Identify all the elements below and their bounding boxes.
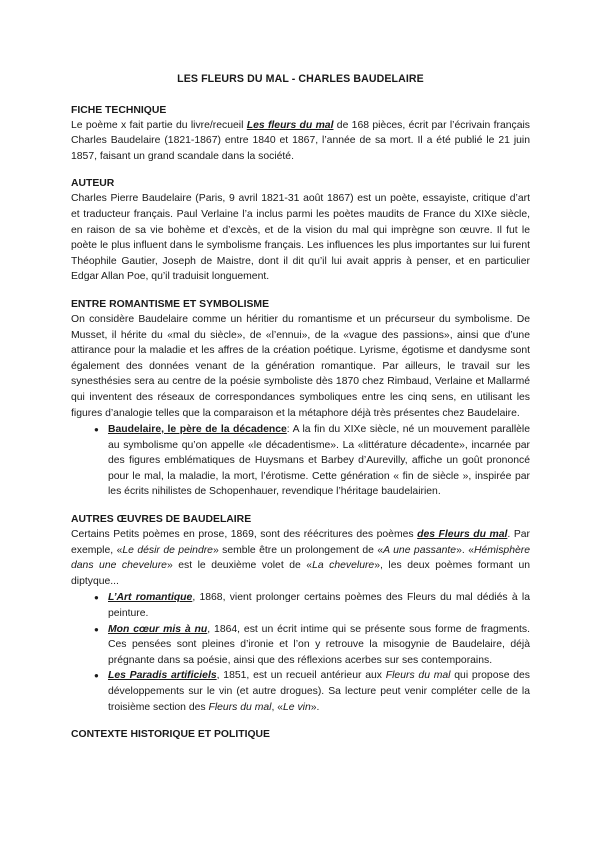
section-contexte	[71, 727, 530, 742]
document-title: LES FLEURS DU MAL - CHARLES BAUDELAIRE	[177, 73, 424, 85]
list-item: ● Les Paradis artificiels, 1851, est un recueil antérieur aux Fleurs du mal qui propose des développements sur le vin (et autre drogues). Sa lecture peut venir compléter celle de la troisième section des Fleurs du mal, «Le vin».	[108, 668, 530, 715]
book-title: Les fleurs du mal	[246, 119, 334, 131]
list-item: ● Baudelaire, le père de la décadence: A la fin du XIXe siècle, né un mouvement parallèle au symbolisme qu’on appelle «le décadentisme». La «littérature décadente», incarnée par des figures emblématiques de Huysmans et Barbey d’Aurevilly, affiche un goût prononcé pour le mal, la maladie, la mort, l’érotisme. Cette génération « fin de siècle », inspirée par les écrits nihilistes de Schopenhauer, revendique l’héritage baudelairien.	[108, 422, 530, 500]
section-auteur	[71, 176, 530, 285]
auteur-paragraph: Charles Pierre Baudelaire (Paris, 9 avril 1821-31 août 1867) est un poète, essayiste, critique d’art et traducteur français. Paul Verlaine l’a inclus parmi les poètes maudits de France du XIXe siècle, en raison de sa vie bohème et d’excès, et de la vision du mal qui imprègne son œuvre. Il fut le poète le plus influent dans le symbolisme français. Les influences les plus importantes sur lui furent Théophile Gautier, Joseph de Maistre, dont il dit qu’il lui avait appris à penser, et en particulier Edgar Allan Poe, qu’il traduisit longuement.	[71, 193, 530, 283]
fiche-heading: FICHE TECHNIQUE	[71, 104, 167, 116]
romantisme-paragraph: On considère Baudelaire comme un héritier du romantisme et un précurseur du symbolisme. De Musset, il hérite du «mal du siècle», de «l’ennui», de la «vague des passions», ainsi que d’une attirance pour la maladie et les affres de la création poétique. Lyrisme, égotisme et dandysme sont également des données venant de la génération romantique. Par ailleurs, le travail sur les synesthésies sera au centre de la poésie symboliste dès 1870 chez Rimbaud, Verlaine et Mallarmé qui inventent des réseaux de correspondances symboliques entre les cinq sens, en utilisant les figures d’analogie telles que la comparaison et la métaphore déjà très présentes chez Baudelaire.	[71, 313, 530, 419]
list-item: ● L’Art romantique, 1868, vient prolonger certains poèmes des Fleurs du mal dédiés à la peinture.	[108, 590, 530, 621]
autres-paragraph: Certains Petits poèmes en prose, 1869, sont des réécritures des poèmes des Fleurs du mal. Par exemple, «Le désir de peindre» semble être un prolongement de «A une passante». «Hémisphère dans une chevelure» est le deuxième volet de «La chevelure», les deux poèmes formant un diptyque...	[71, 529, 531, 587]
autres-heading: AUTRES ŒUVRES DE BAUDELAIRE	[71, 514, 252, 526]
document-page	[71, 72, 530, 754]
auteur-heading: AUTEUR	[71, 178, 115, 190]
romantisme-list	[71, 422, 530, 500]
section-romantisme	[71, 297, 530, 500]
romantisme-heading: ENTRE ROMANTISME ET SYMBOLISME	[71, 298, 270, 310]
section-fiche-technique	[71, 103, 530, 165]
list-item: ● Mon cœur mis à nu, 1864, est un écrit intime qui se présente sous forme de fragments. Ces pensées sont pleines d’ironie et l’on y retrouve la misogynie de Baudelaire, déjà prégnante dans sa poésie, ainsi que des réflexions acerbes sur ses contemporains.	[108, 622, 530, 669]
autres-list	[71, 590, 530, 715]
fiche-paragraph: Le poème x fait partie du livre/recueil Les fleurs du mal de 168 pièces, écrit par l’écrivain français Charles Baudelaire (1821-1867) entre 1840 et 1867, l’année de sa mort. Il a été publié le 21 juin 1857, faisant un grand scandale dans la société.	[71, 119, 530, 162]
section-autres-oeuvres	[71, 512, 530, 715]
contexte-heading: CONTEXTE HISTORIQUE ET POLITIQUE	[71, 729, 270, 741]
